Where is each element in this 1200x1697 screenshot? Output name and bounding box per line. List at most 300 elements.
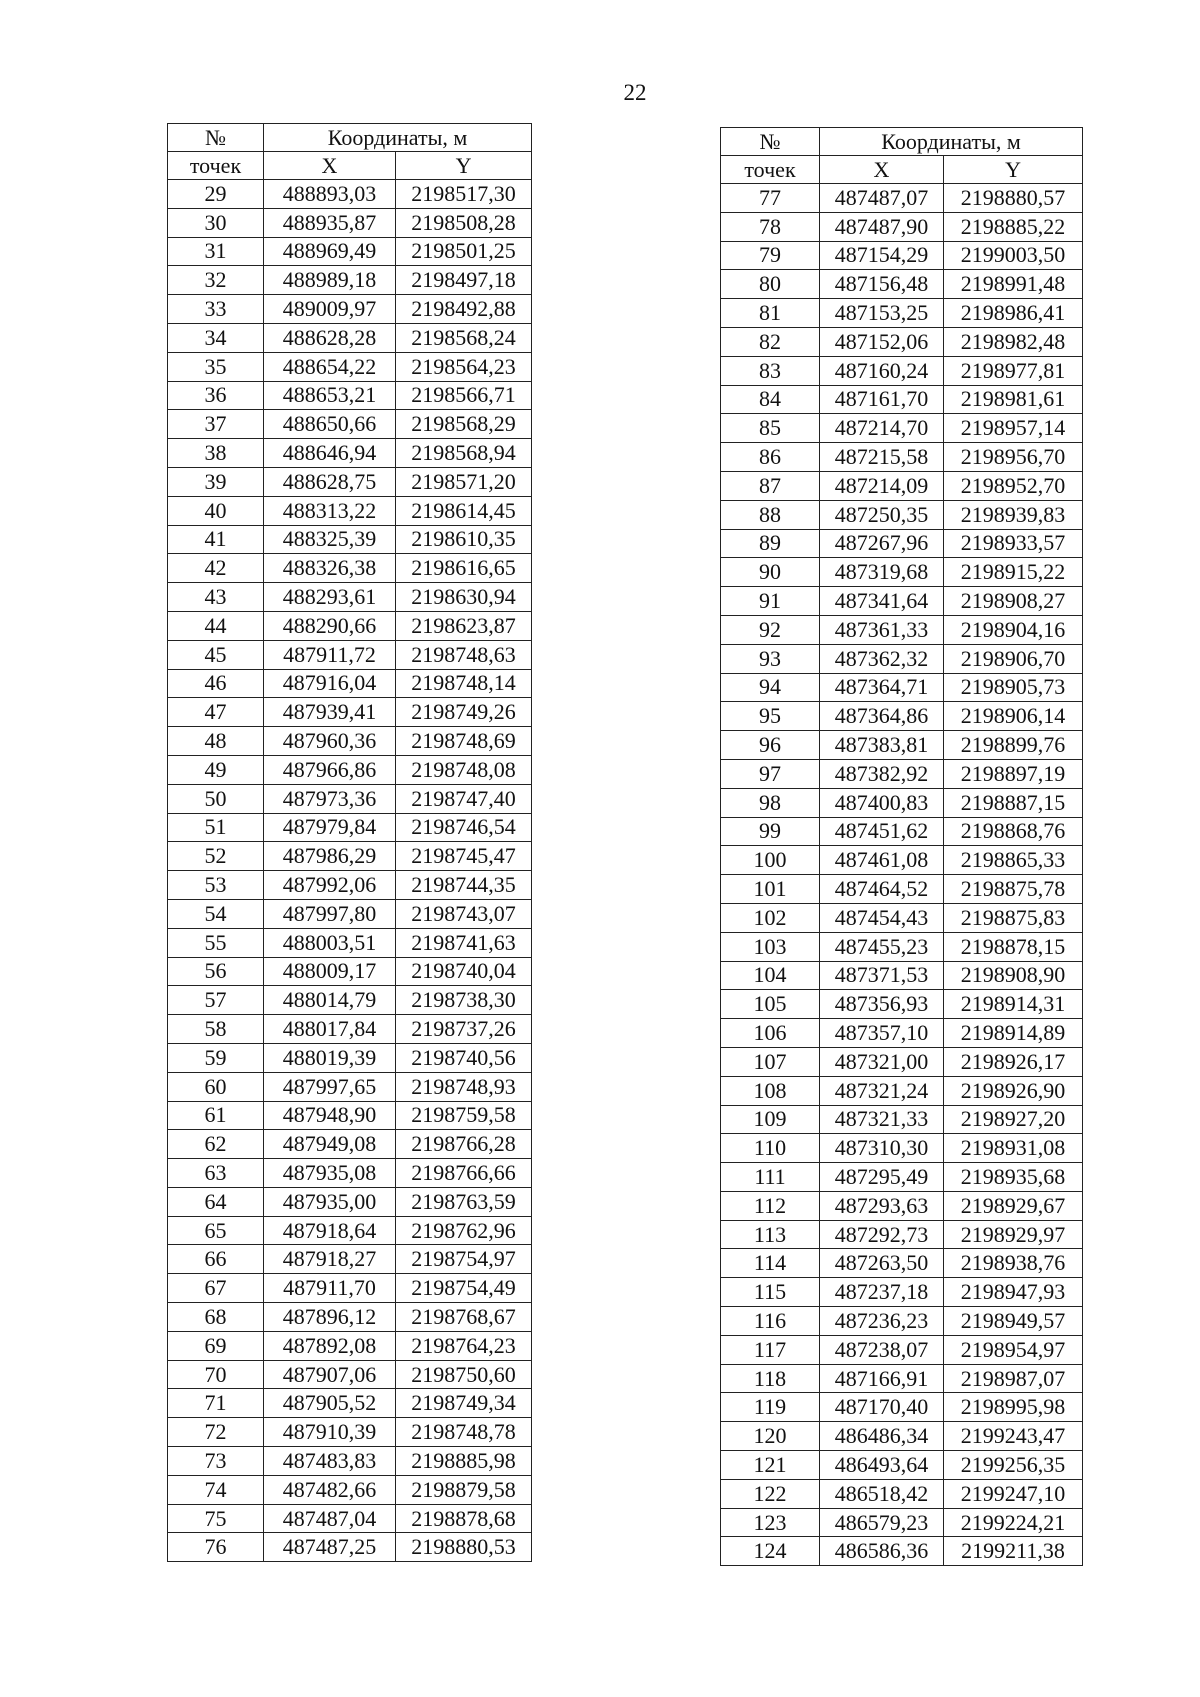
x-coordinate-cell: 487237,18 bbox=[820, 1278, 944, 1307]
y-coordinate-cell: 2199256,35 bbox=[944, 1451, 1083, 1480]
point-number-cell: 48 bbox=[168, 727, 264, 756]
table-row bbox=[168, 439, 532, 468]
table-row bbox=[168, 842, 532, 871]
y-coordinate-cell: 2199211,38 bbox=[944, 1537, 1083, 1566]
x-coordinate-cell: 487362,32 bbox=[820, 644, 944, 673]
x-coordinate-cell: 487382,92 bbox=[820, 759, 944, 788]
x-coordinate-cell: 487263,50 bbox=[820, 1249, 944, 1278]
y-coordinate-cell: 2198904,16 bbox=[944, 615, 1083, 644]
coordinates-header: Координаты, м bbox=[820, 128, 1083, 156]
point-number-cell: 42 bbox=[168, 554, 264, 583]
table-row bbox=[721, 1393, 1083, 1422]
x-coordinate-cell: 487487,25 bbox=[264, 1533, 396, 1562]
table-row bbox=[721, 1479, 1083, 1508]
y-coordinate-cell: 2198926,17 bbox=[944, 1047, 1083, 1076]
x-coordinate-cell: 487461,08 bbox=[820, 846, 944, 875]
y-coordinate-cell: 2198952,70 bbox=[944, 471, 1083, 500]
table-row bbox=[168, 1015, 532, 1044]
number-header: № bbox=[721, 128, 820, 156]
point-number-cell: 68 bbox=[168, 1303, 264, 1332]
point-number-cell: 98 bbox=[721, 788, 820, 817]
point-number-cell: 86 bbox=[721, 443, 820, 472]
x-coordinate-cell: 487949,08 bbox=[264, 1130, 396, 1159]
y-coordinate-cell: 2198982,48 bbox=[944, 327, 1083, 356]
point-number-cell: 64 bbox=[168, 1187, 264, 1216]
x-coordinate-cell: 487487,07 bbox=[820, 184, 944, 213]
y-coordinate-cell: 2198954,97 bbox=[944, 1335, 1083, 1364]
y-coordinate-cell: 2198763,59 bbox=[396, 1187, 532, 1216]
x-coordinate-cell: 487364,71 bbox=[820, 673, 944, 702]
y-coordinate-cell: 2198879,58 bbox=[396, 1475, 532, 1504]
point-number-cell: 109 bbox=[721, 1105, 820, 1134]
table-row bbox=[168, 1245, 532, 1274]
x-coordinate-cell: 487161,70 bbox=[820, 385, 944, 414]
x-coordinate-cell: 488628,75 bbox=[264, 467, 396, 496]
y-coordinate-cell: 2198935,68 bbox=[944, 1163, 1083, 1192]
table-row bbox=[721, 1537, 1083, 1566]
y-coordinate-cell: 2198614,45 bbox=[396, 496, 532, 525]
y-coordinate-cell: 2198933,57 bbox=[944, 529, 1083, 558]
y-coordinate-cell: 2198741,63 bbox=[396, 928, 532, 957]
point-number-cell: 79 bbox=[721, 241, 820, 270]
x-coordinate-cell: 487152,06 bbox=[820, 327, 944, 356]
y-coordinate-cell: 2198517,30 bbox=[396, 180, 532, 209]
x-coordinate-cell: 488326,38 bbox=[264, 554, 396, 583]
point-number-cell: 44 bbox=[168, 611, 264, 640]
page-number: 22 bbox=[623, 80, 647, 105]
point-number-cell: 65 bbox=[168, 1216, 264, 1245]
y-coordinate-cell: 2198738,30 bbox=[396, 986, 532, 1015]
point-number-cell: 112 bbox=[721, 1191, 820, 1220]
table-row bbox=[168, 496, 532, 525]
table-row bbox=[721, 932, 1083, 961]
x-coordinate-cell: 486486,34 bbox=[820, 1422, 944, 1451]
y-coordinate-cell: 2198875,83 bbox=[944, 903, 1083, 932]
y-coordinate-cell: 2198748,08 bbox=[396, 755, 532, 784]
x-coordinate-cell: 487310,30 bbox=[820, 1134, 944, 1163]
y-coordinate-cell: 2198878,68 bbox=[396, 1504, 532, 1533]
table-row bbox=[721, 990, 1083, 1019]
x-coordinate-cell: 487905,52 bbox=[264, 1389, 396, 1418]
x-coordinate-cell: 488969,49 bbox=[264, 237, 396, 266]
point-number-cell: 29 bbox=[168, 180, 264, 209]
x-coordinate-cell: 487364,86 bbox=[820, 702, 944, 731]
point-number-cell: 96 bbox=[721, 731, 820, 760]
point-number-cell: 103 bbox=[721, 932, 820, 961]
y-coordinate-cell: 2198878,15 bbox=[944, 932, 1083, 961]
x-coordinate-cell: 488650,66 bbox=[264, 410, 396, 439]
table-row bbox=[721, 1220, 1083, 1249]
table-row bbox=[168, 1130, 532, 1159]
table-row bbox=[168, 381, 532, 410]
table-row bbox=[721, 270, 1083, 299]
point-number-cell: 111 bbox=[721, 1163, 820, 1192]
point-number-cell: 72 bbox=[168, 1418, 264, 1447]
point-number-cell: 70 bbox=[168, 1360, 264, 1389]
point-number-cell: 82 bbox=[721, 327, 820, 356]
x-coordinate-cell: 488646,94 bbox=[264, 439, 396, 468]
table-row bbox=[168, 928, 532, 957]
y-coordinate-cell: 2199243,47 bbox=[944, 1422, 1083, 1451]
x-coordinate-cell: 487997,80 bbox=[264, 899, 396, 928]
point-number-cell: 89 bbox=[721, 529, 820, 558]
table-row bbox=[168, 899, 532, 928]
x-coordinate-cell: 487455,23 bbox=[820, 932, 944, 961]
coordinates-table-left bbox=[167, 123, 532, 1562]
table-row bbox=[168, 1418, 532, 1447]
x-coordinate-cell: 487319,68 bbox=[820, 558, 944, 587]
x-coordinate-cell: 487907,06 bbox=[264, 1360, 396, 1389]
point-number-cell: 55 bbox=[168, 928, 264, 957]
x-coordinate-cell: 487487,04 bbox=[264, 1504, 396, 1533]
x-coordinate-cell: 487918,64 bbox=[264, 1216, 396, 1245]
y-coordinate-cell: 2198746,54 bbox=[396, 813, 532, 842]
point-number-cell: 32 bbox=[168, 266, 264, 295]
y-coordinate-cell: 2198737,26 bbox=[396, 1015, 532, 1044]
point-number-cell: 97 bbox=[721, 759, 820, 788]
x-coordinate-cell: 488325,39 bbox=[264, 525, 396, 554]
x-coordinate-cell: 488003,51 bbox=[264, 928, 396, 957]
x-coordinate-cell: 487918,27 bbox=[264, 1245, 396, 1274]
x-coordinate-cell: 487892,08 bbox=[264, 1331, 396, 1360]
y-coordinate-cell: 2198616,65 bbox=[396, 554, 532, 583]
point-number-cell: 53 bbox=[168, 871, 264, 900]
point-number-cell: 94 bbox=[721, 673, 820, 702]
point-number-cell: 47 bbox=[168, 698, 264, 727]
point-number-cell: 108 bbox=[721, 1076, 820, 1105]
x-coordinate-cell: 488290,66 bbox=[264, 611, 396, 640]
table-row bbox=[168, 1331, 532, 1360]
point-number-cell: 51 bbox=[168, 813, 264, 842]
y-coordinate-cell: 2198748,69 bbox=[396, 727, 532, 756]
table-row bbox=[168, 669, 532, 698]
y-coordinate-cell: 2198947,93 bbox=[944, 1278, 1083, 1307]
y-coordinate-cell: 2198880,57 bbox=[944, 184, 1083, 213]
y-coordinate-cell: 2198571,20 bbox=[396, 467, 532, 496]
x-coordinate-cell: 488893,03 bbox=[264, 180, 396, 209]
x-coordinate-cell: 487166,91 bbox=[820, 1364, 944, 1393]
y-coordinate-cell: 2198977,81 bbox=[944, 356, 1083, 385]
table-row bbox=[168, 727, 532, 756]
y-coordinate-cell: 2198868,76 bbox=[944, 817, 1083, 846]
table-row bbox=[721, 1335, 1083, 1364]
y-coordinate-cell: 2199247,10 bbox=[944, 1479, 1083, 1508]
y-coordinate-cell: 2199224,21 bbox=[944, 1508, 1083, 1537]
x-coordinate-cell: 487321,00 bbox=[820, 1047, 944, 1076]
table-row bbox=[721, 1163, 1083, 1192]
x-coordinate-cell: 487214,09 bbox=[820, 471, 944, 500]
x-coordinate-cell: 487973,36 bbox=[264, 784, 396, 813]
table-body-right bbox=[721, 184, 1083, 1566]
points-header: точек bbox=[721, 156, 820, 184]
y-coordinate-cell: 2198906,14 bbox=[944, 702, 1083, 731]
point-number-cell: 66 bbox=[168, 1245, 264, 1274]
table-row bbox=[168, 1475, 532, 1504]
point-number-cell: 117 bbox=[721, 1335, 820, 1364]
point-number-cell: 61 bbox=[168, 1101, 264, 1130]
x-coordinate-cell: 487454,43 bbox=[820, 903, 944, 932]
y-coordinate-cell: 2198949,57 bbox=[944, 1307, 1083, 1336]
coordinates-table-right bbox=[720, 127, 1083, 1566]
point-number-cell: 93 bbox=[721, 644, 820, 673]
x-coordinate-cell: 487948,90 bbox=[264, 1101, 396, 1130]
y-coordinate-cell: 2198931,08 bbox=[944, 1134, 1083, 1163]
x-coordinate-cell: 487292,73 bbox=[820, 1220, 944, 1249]
table-row bbox=[168, 208, 532, 237]
point-number-cell: 106 bbox=[721, 1019, 820, 1048]
y-coordinate-cell: 2198740,56 bbox=[396, 1043, 532, 1072]
table-row bbox=[168, 180, 532, 209]
point-number-cell: 80 bbox=[721, 270, 820, 299]
table-row bbox=[721, 1076, 1083, 1105]
y-coordinate-cell: 2198929,97 bbox=[944, 1220, 1083, 1249]
y-coordinate-cell: 2198766,28 bbox=[396, 1130, 532, 1159]
x-coordinate-cell: 487170,40 bbox=[820, 1393, 944, 1422]
point-number-cell: 45 bbox=[168, 640, 264, 669]
x-coordinate-cell: 486579,23 bbox=[820, 1508, 944, 1537]
table-row bbox=[721, 875, 1083, 904]
table-row bbox=[721, 1019, 1083, 1048]
y-column-header: Y bbox=[396, 152, 532, 180]
table-row bbox=[168, 1360, 532, 1389]
y-coordinate-cell: 2198748,93 bbox=[396, 1072, 532, 1101]
point-number-cell: 105 bbox=[721, 990, 820, 1019]
y-coordinate-cell: 2198897,19 bbox=[944, 759, 1083, 788]
point-number-cell: 123 bbox=[721, 1508, 820, 1537]
x-coordinate-cell: 488009,17 bbox=[264, 957, 396, 986]
x-coordinate-cell: 488293,61 bbox=[264, 583, 396, 612]
y-coordinate-cell: 2198743,07 bbox=[396, 899, 532, 928]
point-number-cell: 91 bbox=[721, 587, 820, 616]
table-row bbox=[721, 1451, 1083, 1480]
y-coordinate-cell: 2198750,60 bbox=[396, 1360, 532, 1389]
point-number-cell: 60 bbox=[168, 1072, 264, 1101]
number-header: № bbox=[168, 124, 264, 152]
x-coordinate-cell: 487464,52 bbox=[820, 875, 944, 904]
point-number-cell: 120 bbox=[721, 1422, 820, 1451]
point-number-cell: 81 bbox=[721, 299, 820, 328]
point-number-cell: 85 bbox=[721, 414, 820, 443]
table-row bbox=[168, 611, 532, 640]
table-row bbox=[721, 961, 1083, 990]
point-number-cell: 54 bbox=[168, 899, 264, 928]
x-coordinate-cell: 488628,28 bbox=[264, 323, 396, 352]
point-number-cell: 38 bbox=[168, 439, 264, 468]
point-number-cell: 41 bbox=[168, 525, 264, 554]
point-number-cell: 99 bbox=[721, 817, 820, 846]
table-row bbox=[168, 1216, 532, 1245]
x-coordinate-cell: 487979,84 bbox=[264, 813, 396, 842]
point-number-cell: 67 bbox=[168, 1274, 264, 1303]
y-coordinate-cell: 2198926,90 bbox=[944, 1076, 1083, 1105]
table-row bbox=[721, 558, 1083, 587]
table-row bbox=[168, 554, 532, 583]
table-row bbox=[721, 1278, 1083, 1307]
x-coordinate-cell: 487321,24 bbox=[820, 1076, 944, 1105]
point-number-cell: 92 bbox=[721, 615, 820, 644]
point-number-cell: 102 bbox=[721, 903, 820, 932]
x-coordinate-cell: 487997,65 bbox=[264, 1072, 396, 1101]
table-row bbox=[168, 698, 532, 727]
x-coordinate-cell: 487400,83 bbox=[820, 788, 944, 817]
point-number-cell: 110 bbox=[721, 1134, 820, 1163]
point-number-cell: 84 bbox=[721, 385, 820, 414]
point-number-cell: 62 bbox=[168, 1130, 264, 1159]
table-row bbox=[721, 903, 1083, 932]
point-number-cell: 118 bbox=[721, 1364, 820, 1393]
table-row bbox=[721, 299, 1083, 328]
point-number-cell: 34 bbox=[168, 323, 264, 352]
table-row bbox=[721, 1105, 1083, 1134]
table-row bbox=[168, 583, 532, 612]
point-number-cell: 100 bbox=[721, 846, 820, 875]
table-row bbox=[168, 237, 532, 266]
x-coordinate-cell: 487267,96 bbox=[820, 529, 944, 558]
table-row bbox=[168, 640, 532, 669]
table-row bbox=[721, 385, 1083, 414]
table-row bbox=[168, 1533, 532, 1562]
x-coordinate-cell: 487986,29 bbox=[264, 842, 396, 871]
table-row bbox=[721, 1047, 1083, 1076]
table-row bbox=[721, 414, 1083, 443]
y-coordinate-cell: 2198564,23 bbox=[396, 352, 532, 381]
table-row bbox=[721, 1508, 1083, 1537]
point-number-cell: 73 bbox=[168, 1447, 264, 1476]
table-row bbox=[168, 1303, 532, 1332]
table-row bbox=[721, 184, 1083, 213]
x-coordinate-cell: 487160,24 bbox=[820, 356, 944, 385]
y-coordinate-cell: 2198887,15 bbox=[944, 788, 1083, 817]
point-number-cell: 50 bbox=[168, 784, 264, 813]
x-coordinate-cell: 487916,04 bbox=[264, 669, 396, 698]
point-number-cell: 75 bbox=[168, 1504, 264, 1533]
y-coordinate-cell: 2198492,88 bbox=[396, 295, 532, 324]
y-coordinate-cell: 2198991,48 bbox=[944, 270, 1083, 299]
x-column-header: X bbox=[820, 156, 944, 184]
x-coordinate-cell: 487935,00 bbox=[264, 1187, 396, 1216]
x-coordinate-cell: 487236,23 bbox=[820, 1307, 944, 1336]
y-coordinate-cell: 2198747,40 bbox=[396, 784, 532, 813]
point-number-cell: 124 bbox=[721, 1537, 820, 1566]
y-coordinate-cell: 2198981,61 bbox=[944, 385, 1083, 414]
point-number-cell: 88 bbox=[721, 500, 820, 529]
table-row bbox=[721, 356, 1083, 385]
table-row bbox=[721, 615, 1083, 644]
table-row bbox=[721, 1249, 1083, 1278]
point-number-cell: 90 bbox=[721, 558, 820, 587]
point-number-cell: 83 bbox=[721, 356, 820, 385]
y-coordinate-cell: 2198754,49 bbox=[396, 1274, 532, 1303]
point-number-cell: 69 bbox=[168, 1331, 264, 1360]
y-coordinate-cell: 2198744,35 bbox=[396, 871, 532, 900]
y-coordinate-cell: 2198899,76 bbox=[944, 731, 1083, 760]
table-body-left bbox=[168, 180, 532, 1562]
table-row bbox=[721, 1422, 1083, 1451]
table-row bbox=[721, 212, 1083, 241]
x-coordinate-cell: 487361,33 bbox=[820, 615, 944, 644]
y-coordinate-cell: 2198905,73 bbox=[944, 673, 1083, 702]
y-coordinate-cell: 2198768,67 bbox=[396, 1303, 532, 1332]
y-coordinate-cell: 2198497,18 bbox=[396, 266, 532, 295]
x-coordinate-cell: 487321,33 bbox=[820, 1105, 944, 1134]
table-row bbox=[168, 957, 532, 986]
table-row bbox=[168, 1504, 532, 1533]
table-row bbox=[721, 788, 1083, 817]
point-number-cell: 57 bbox=[168, 986, 264, 1015]
table-row bbox=[721, 731, 1083, 760]
x-coordinate-cell: 487966,86 bbox=[264, 755, 396, 784]
point-number-cell: 95 bbox=[721, 702, 820, 731]
x-coordinate-cell: 488935,87 bbox=[264, 208, 396, 237]
x-coordinate-cell: 488989,18 bbox=[264, 266, 396, 295]
y-coordinate-cell: 2198759,58 bbox=[396, 1101, 532, 1130]
point-number-cell: 56 bbox=[168, 957, 264, 986]
table-row bbox=[168, 410, 532, 439]
point-number-cell: 30 bbox=[168, 208, 264, 237]
x-coordinate-cell: 487487,90 bbox=[820, 212, 944, 241]
x-coordinate-cell: 487153,25 bbox=[820, 299, 944, 328]
point-number-cell: 59 bbox=[168, 1043, 264, 1072]
point-number-cell: 63 bbox=[168, 1159, 264, 1188]
table-row bbox=[721, 846, 1083, 875]
table-row bbox=[721, 1364, 1083, 1393]
y-coordinate-cell: 2198762,96 bbox=[396, 1216, 532, 1245]
y-coordinate-cell: 2198929,67 bbox=[944, 1191, 1083, 1220]
point-number-cell: 76 bbox=[168, 1533, 264, 1562]
x-coordinate-cell: 487214,70 bbox=[820, 414, 944, 443]
x-coordinate-cell: 487293,63 bbox=[820, 1191, 944, 1220]
y-coordinate-cell: 2198745,47 bbox=[396, 842, 532, 871]
table-row bbox=[721, 1307, 1083, 1336]
table-row bbox=[168, 1043, 532, 1072]
point-number-cell: 119 bbox=[721, 1393, 820, 1422]
y-coordinate-cell: 2198908,27 bbox=[944, 587, 1083, 616]
x-coordinate-cell: 487238,07 bbox=[820, 1335, 944, 1364]
table-row bbox=[168, 467, 532, 496]
y-coordinate-cell: 2198568,24 bbox=[396, 323, 532, 352]
point-number-cell: 77 bbox=[721, 184, 820, 213]
x-coordinate-cell: 488654,22 bbox=[264, 352, 396, 381]
x-coordinate-cell: 488014,79 bbox=[264, 986, 396, 1015]
point-number-cell: 43 bbox=[168, 583, 264, 612]
table-row bbox=[168, 1101, 532, 1130]
y-coordinate-cell: 2198880,53 bbox=[396, 1533, 532, 1562]
table-row bbox=[168, 1274, 532, 1303]
y-coordinate-cell: 2198748,78 bbox=[396, 1418, 532, 1447]
x-coordinate-cell: 487383,81 bbox=[820, 731, 944, 760]
x-coordinate-cell: 487482,66 bbox=[264, 1475, 396, 1504]
y-coordinate-cell: 2198875,78 bbox=[944, 875, 1083, 904]
y-coordinate-cell: 2198568,94 bbox=[396, 439, 532, 468]
y-coordinate-cell: 2198623,87 bbox=[396, 611, 532, 640]
x-coordinate-cell: 487156,48 bbox=[820, 270, 944, 299]
x-coordinate-cell: 487341,64 bbox=[820, 587, 944, 616]
x-coordinate-cell: 487910,39 bbox=[264, 1418, 396, 1447]
x-coordinate-cell: 488653,21 bbox=[264, 381, 396, 410]
x-coordinate-cell: 486586,36 bbox=[820, 1537, 944, 1566]
point-number-cell: 37 bbox=[168, 410, 264, 439]
x-coordinate-cell: 489009,97 bbox=[264, 295, 396, 324]
point-number-cell: 107 bbox=[721, 1047, 820, 1076]
point-number-cell: 78 bbox=[721, 212, 820, 241]
x-coordinate-cell: 486518,42 bbox=[820, 1479, 944, 1508]
y-coordinate-cell: 2198995,98 bbox=[944, 1393, 1083, 1422]
x-coordinate-cell: 487215,58 bbox=[820, 443, 944, 472]
point-number-cell: 39 bbox=[168, 467, 264, 496]
y-coordinate-cell: 2198754,97 bbox=[396, 1245, 532, 1274]
x-coordinate-cell: 488017,84 bbox=[264, 1015, 396, 1044]
x-coordinate-cell: 488313,22 bbox=[264, 496, 396, 525]
